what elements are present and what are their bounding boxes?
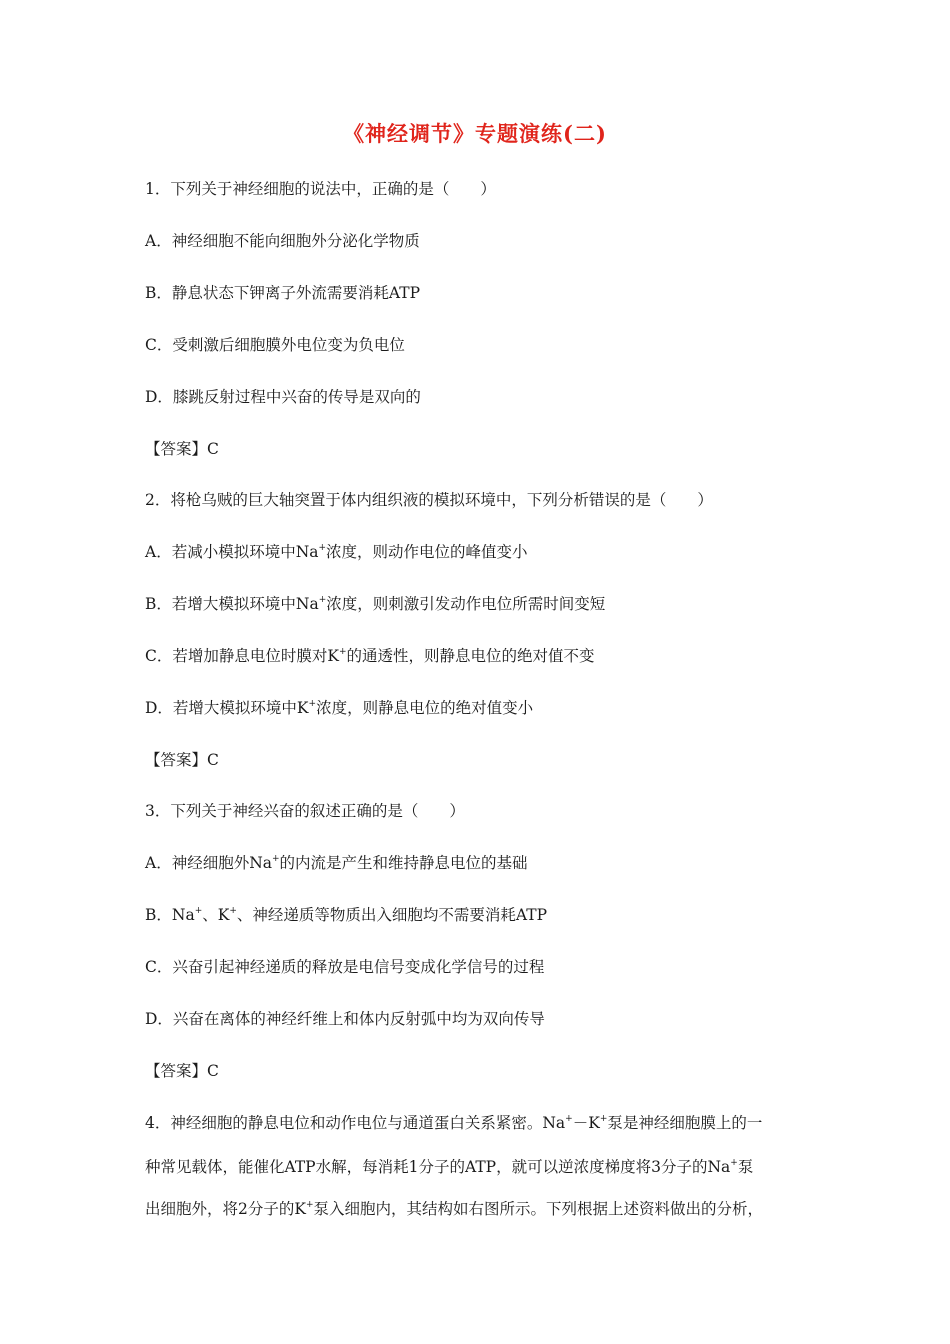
superscript: + [318, 543, 327, 553]
superscript: + [308, 699, 317, 709]
question-1-answer: 【答案】C [145, 440, 219, 458]
question-3-option-b [145, 904, 825, 926]
question-4-line-3 [145, 1198, 825, 1220]
text: 浓度，则静息电位的绝对值变小 [316, 699, 534, 717]
superscript: + [272, 854, 280, 864]
question-1-option-a: A．神经细胞不能向细胞外分泌化学物质 [145, 232, 420, 250]
text: －K [572, 1114, 600, 1132]
question-4-line-1 [145, 1112, 825, 1134]
text: C．若增加静息电位时膜对K [145, 647, 339, 665]
text: 的通透性，则静息电位的绝对值不变 [346, 647, 595, 665]
question-2-option-b [145, 593, 825, 615]
question-1-option-b: B．静息状态下钾离子外流需要消耗ATP [145, 284, 421, 302]
text: D．若增大模拟环境中K [145, 699, 309, 717]
question-2-option-a [145, 541, 825, 563]
superscript: + [599, 1114, 608, 1124]
question-3-answer: 【答案】C [145, 1062, 219, 1080]
superscript: + [730, 1158, 738, 1168]
text: 种常见载体，能催化ATP水解，每消耗1分子的ATP，就可以逆浓度梯度将3分子的Na [145, 1158, 731, 1176]
question-2-option-c [145, 645, 825, 667]
question-2-stem: 2．将枪乌贼的巨大轴突置于体内组织液的模拟环境中，下列分析错误的是（ ） [145, 491, 713, 509]
question-3-option-c: C．兴奋引起神经递质的释放是电信号变成化学信号的过程 [145, 958, 545, 976]
question-3-option-a [145, 852, 825, 874]
superscript: + [305, 1200, 314, 1210]
text: 的内流是产生和维持静息电位的基础 [279, 854, 528, 872]
text: 浓度，则刺激引发动作电位所需时间变短 [326, 595, 606, 613]
text: A．若减小模拟环境中Na [145, 543, 319, 561]
text: A．神经细胞外Na [145, 854, 272, 872]
question-1-option-d: D．膝跳反射过程中兴奋的传导是双向的 [145, 388, 421, 406]
question-4-line-2 [145, 1156, 825, 1178]
text: 出细胞外，将2分子的K [145, 1200, 306, 1218]
text: 4．神经细胞的静息电位和动作电位与通道蛋白关系紧密。Na [145, 1114, 566, 1132]
text: 泵入细胞内，其结构如右图所示。下列根据上述资料做出的分析， [313, 1200, 764, 1218]
text: 浓度，则动作电位的峰值变小 [326, 543, 528, 561]
text: 泵是神经细胞膜上的一 [607, 1114, 763, 1132]
question-2-answer: 【答案】C [145, 751, 219, 769]
question-2-option-d [145, 697, 825, 719]
text: B．Na [145, 906, 195, 924]
page-title: 《神经调节》专题演练(二) [343, 121, 607, 146]
superscript: + [194, 906, 203, 916]
question-1-option-c: C．受刺激后细胞膜外电位变为负电位 [145, 336, 405, 354]
superscript: + [565, 1114, 573, 1124]
text: 、K [202, 906, 230, 924]
superscript: + [338, 647, 347, 657]
question-3-option-d: D．兴奋在离体的神经纤维上和体内反射弧中均为双向传导 [145, 1010, 545, 1028]
superscript: + [229, 906, 237, 916]
text: B．若增大模拟环境中Na [145, 595, 319, 613]
text: 、神经递质等物质出入细胞均不需要消耗ATP [236, 906, 548, 924]
superscript: + [318, 595, 327, 605]
text: 泵 [737, 1158, 754, 1176]
question-3-stem: 3．下列关于神经兴奋的叙述正确的是（ ） [145, 802, 465, 820]
question-1-stem: 1．下列关于神经细胞的说法中，正确的是（ ） [145, 180, 496, 198]
